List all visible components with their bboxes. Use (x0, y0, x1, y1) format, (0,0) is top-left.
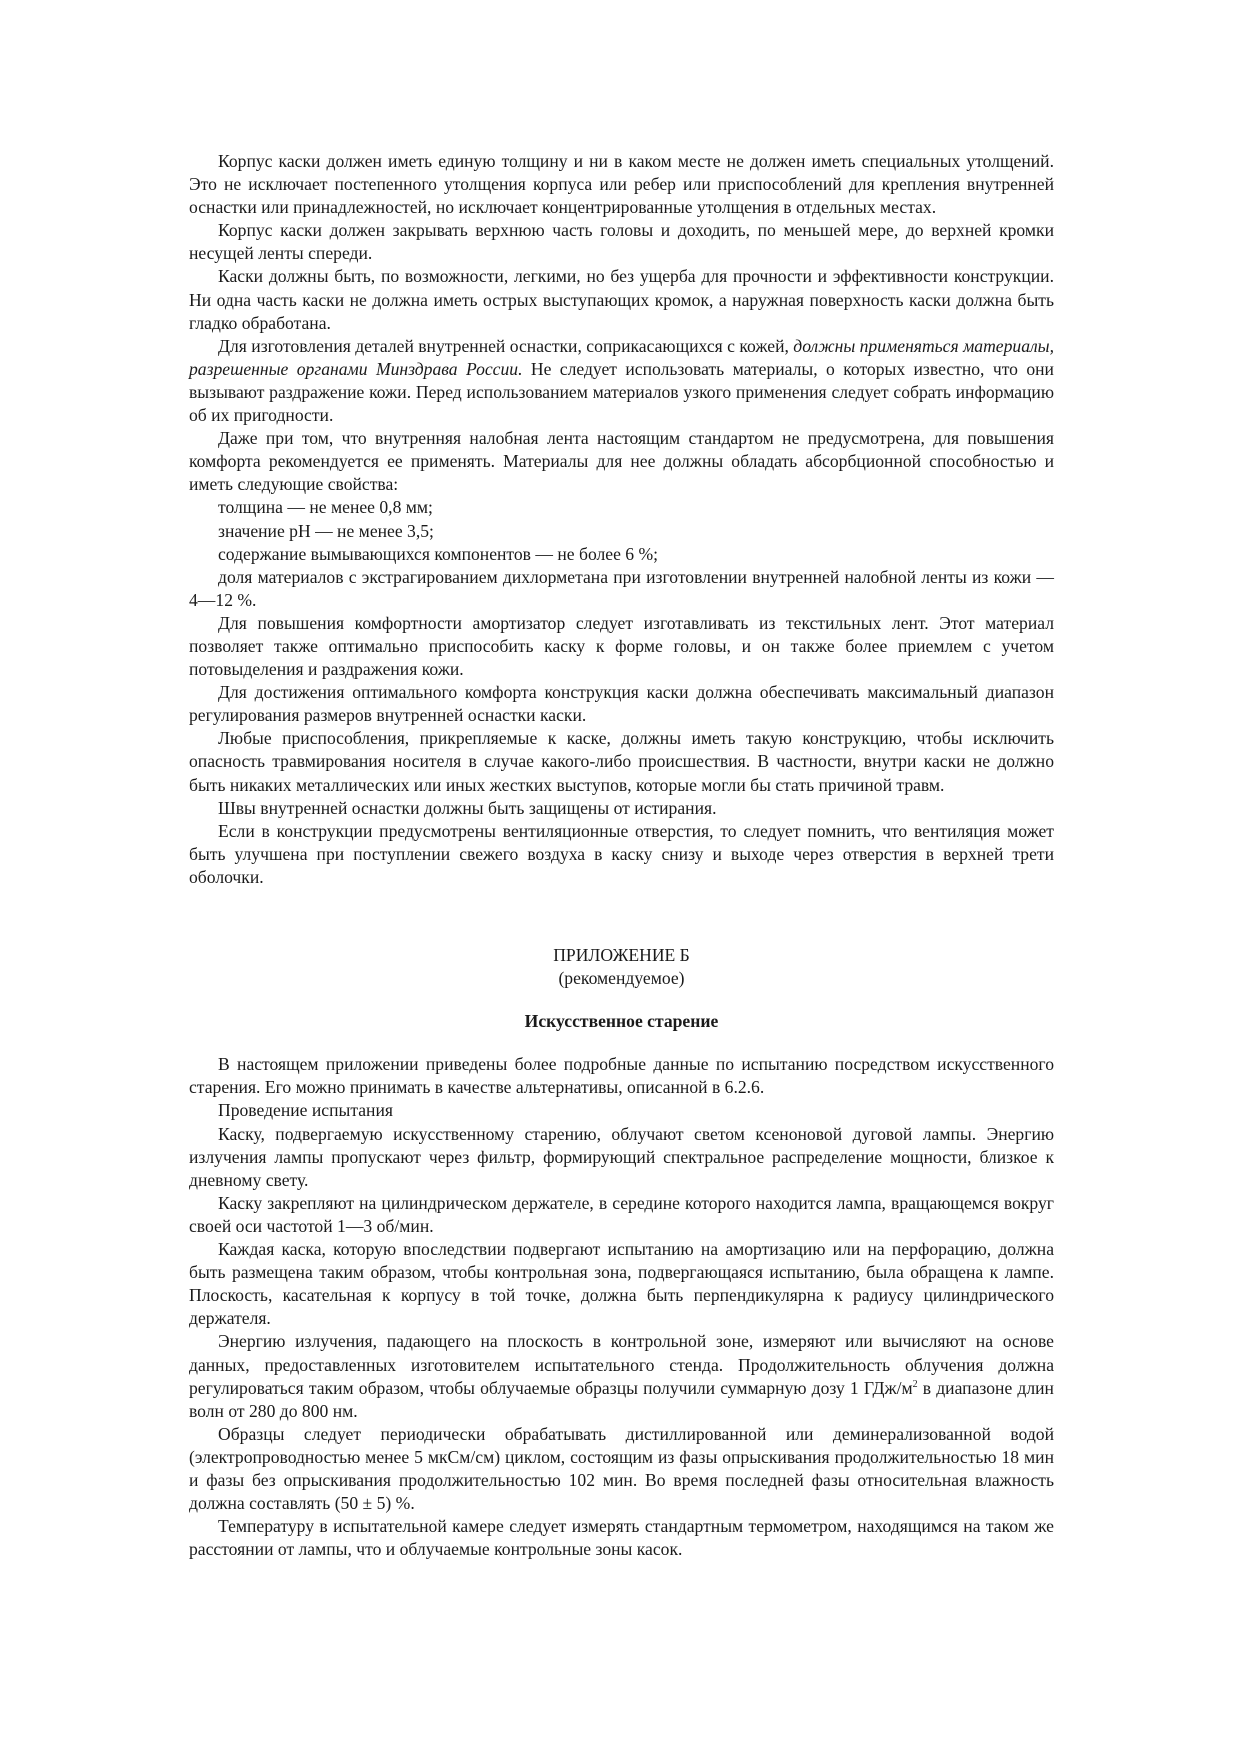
paragraph: Даже при том, что внутренняя налобная лента настоящим стандартом не предусмотрена, для повышения комфорта рекомендуется ее применять. Материалы для нее должны обладать абсорбционной способностью и иметь следующие свойства: (189, 428, 1054, 495)
paragraph: Корпус каски должен закрывать верхнюю часть головы и доходить, по меньшей мере, до верхней кромки несущей ленты спереди. (189, 220, 1054, 264)
paragraph: Корпус каски должен иметь единую толщину и ни в каком месте не должен иметь специальных утолщений. Это не исключает постепенного утолщения корпуса или ребер или приспособлений для крепления внутренней оснастки или принадлежностей, но исключает концентрированные утолщения в отдельных местах. (189, 151, 1054, 218)
section-heading: Искусственное старение (524, 1011, 719, 1032)
list-item: толщина — не менее 0,8 мм; (218, 497, 433, 518)
paragraph: Каждая каска, которую впоследствии подвергают испытанию на амортизацию или на перфорацию, должна быть размещена таким образом, чтобы контрольная зона, подвергающаяся испытанию, была обращена к лампе. Плоскость, касательная к корпусу в той точке, должна быть перпендикулярна к радиусу цилиндрического держателя. (189, 1239, 1054, 1329)
italic-text: должны применяться материалы, разрешенные органами Минздрава России. (189, 335, 1054, 379)
appendix-subtitle: (рекомендуемое) (558, 968, 685, 989)
paragraph: Образцы следует периодически обрабатывать дистиллированной или деминерализованной водой (электропроводностью менее 5 мкСм/см) циклом, состоящим из фазы опрыскивания продолжительностью 18 мин и фазы без опрыскивания продолжительностью 102 мин. Во время последней фазы относительная влажность должна составлять (50 ± 5) %. (189, 1423, 1054, 1514)
paragraph: Для достижения оптимального комфорта конструкция каски должна обеспечивать максимальный диапазон регулирования размеров внутренней оснастки каски. (189, 682, 1054, 726)
paragraph-text: Энергию излучения, падающего на плоскость в контрольной зоне, измеряют или вычисляют на основе данных, предоставленных изготовителем испытательного стенда. Продолжительность облучения должна регулироваться таким образом, чтобы облучаемые образцы получили суммарную дозу 1 ГДж/м (189, 1331, 1054, 1398)
list-item: значение pH — не менее 3,5; (218, 520, 434, 541)
paragraph: Проведение испытания (218, 1100, 393, 1121)
paragraph: Каску закрепляют на цилиндрическом держателе, в середине которого находится лампа, вращающемся вокруг своей оси частотой 1—3 об/мин. (189, 1192, 1054, 1236)
paragraph: Любые приспособления, прикрепляемые к каске, должны иметь такую конструкцию, чтобы исключить опасность травмирования носителя в случае какого-либо происшествия. В частности, внутри каски не должно быть никаких металлических или иных жестких выступов, которые могли бы стать причиной травм. (189, 728, 1054, 795)
superscript: 2 (912, 1378, 918, 1390)
paragraph (189, 335, 1054, 427)
paragraph: Если в конструкции предусмотрены вентиляционные отверстия, то следует помнить, что вентиляция может быть улучшена при поступлении свежего воздуха в каску снизу и выходе через отверстия в верхней трети оболочки. (189, 820, 1054, 887)
paragraph: Температуру в испытательной камере следует измерять стандартным термометром, находящимся на таком же расстоянии от лампы, что и облучаемые контрольные зоны касок. (189, 1516, 1054, 1560)
list-item: доля материалов с экстрагированием дихлорметана при изготовлении внутренней налобной ленты из кожи — 4—12 %. (189, 566, 1054, 610)
paragraph-text: Не следует использовать материалы, о которых известно, что они вызывают раздражение кожи. Перед использованием материалов узкого применения следует собрать информацию об их пригодности. (189, 358, 1054, 426)
document-page (189, 150, 1054, 1561)
paragraph-text: в диапазоне длин волн от 280 до 800 нм. (189, 1377, 1054, 1421)
paragraph-text: Для изготовления деталей внутренней оснастки, соприкасающихся с кожей, (218, 335, 789, 356)
paragraph: Швы внутренней оснастки должны быть защищены от истирания. (218, 797, 717, 818)
paragraph: Для повышения комфортности амортизатор следует изготавливать из текстильных лент. Этот материал позволяет также оптимально приспособить каску к форме головы, и он также более приемлем с учетом потовыделения и раздражения кожи. (189, 612, 1054, 680)
paragraph: В настоящем приложении приведены более подробные данные по испытанию посредством искусственного старения. Его можно принимать в качестве альтернативы, описанной в 6.2.6. (189, 1054, 1054, 1098)
paragraph: Каску, подвергаемую искусственному старению, облучают светом ксеноновой дуговой лампы. Энергию излучения лампы пропускают через фильтр, формирующий спектральное распределение мощности, близкое к дневному свету. (189, 1123, 1054, 1190)
appendix-title: ПРИЛОЖЕНИЕ Б (553, 945, 690, 965)
paragraph: Каски должны быть, по возможности, легкими, но без ущерба для прочности и эффективности конструкции. Ни одна часть каски не должна иметь острых выступающих кромок, а наружная поверхность каски должна быть гладко обработана. (189, 266, 1054, 333)
paragraph (189, 1330, 1054, 1422)
list-item: содержание вымывающихся компонентов — не более 6 %; (218, 543, 659, 564)
